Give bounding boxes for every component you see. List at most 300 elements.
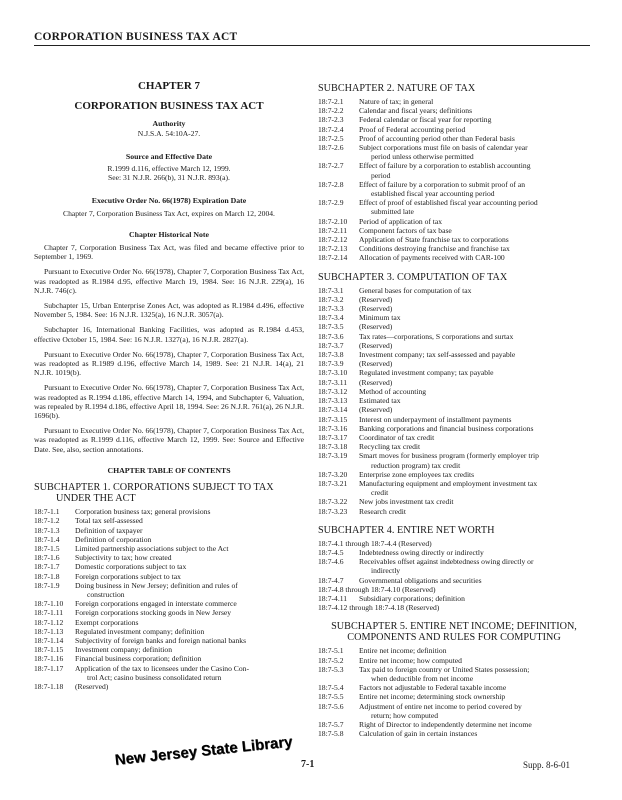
section-title [359,470,590,479]
section-title [359,313,590,322]
subchapter-5-list [318,646,590,738]
section-title-text: Effect of failure by a corporation to submit proof of an [359,179,526,189]
toc-row [318,656,590,665]
section-title-text: Interest on underpayment of installment payments [359,414,512,424]
section-number: 18:7-3.16 [318,423,348,433]
history-paragraph: Pursuant to Executive Order No. 66(1978), Chapter 7, Corporation Business Tax Act, was readopted as R.1984 d.95, effective March 19, 1984. See: 16 N.J.R. 229(a), 16 N.J.R. 746(c). [34,267,304,295]
section-title [359,576,590,585]
section-number: 18:7-1.18 [34,681,64,691]
section-number: 18:7-3.22 [318,497,348,507]
section-title [75,526,304,535]
toc-row [318,470,590,479]
toc-row [318,603,590,612]
section-title-text: Indebtedness owing directly or indirectly [359,547,484,557]
section-number: 18:7-1.3 [34,525,60,535]
subchapter-1-line-1: SUBCHAPTER 1. CORPORATIONS SUBJECT TO TAX [34,482,274,494]
section-title [359,665,590,683]
section-title [359,396,590,405]
section-title [359,143,590,161]
toc-row [34,654,304,663]
section-title-text: Conditions destroying franchise and franchise tax [359,244,510,254]
section-number: 18:7-2.4 [318,124,344,134]
section-title-continuation: submitted late [371,207,414,217]
toc-label: CHAPTER TABLE OF CONTENTS [107,465,231,475]
toc-row [318,683,590,692]
section-title-text: General bases for computation of tax [359,285,472,295]
section-title-text: Domestic corporations subject to tax [75,562,187,572]
section-title [359,198,590,216]
section-number: 18:7-2.2 [318,106,344,116]
section-number: 18:7-3.19 [318,451,348,461]
section-title [359,387,590,396]
section-title-text: Definition of taxpayer [75,525,143,535]
section-title-text: Coordinator of tax credit [359,432,435,442]
section-title [359,451,590,469]
section-title-continuation: trol Act; casino business consolidated return [87,672,222,682]
section-number: 18:7-1.17 [34,663,64,673]
subchapter-2-list [318,97,590,263]
toc-row [318,424,590,433]
toc-row [318,143,590,161]
section-title [359,683,590,692]
section-number: 18:7-1.1 [34,507,60,517]
toc-row [318,497,590,506]
subchapter-4-list [318,539,590,613]
toc-row [318,557,590,575]
section-number: 18:7-1.10 [34,599,64,609]
toc-row [318,106,590,115]
section-title [359,217,590,226]
section-number: 18:7-3.4 [318,313,344,323]
section-title [359,295,590,304]
section-title-text: Subjectivity to tax; how created [75,553,172,563]
section-number: 18:7-3.1 [318,285,344,295]
subchapter-4-heading: SUBCHAPTER 4. ENTIRE NET WORTH [318,524,495,536]
section-title-text: Investment company; tax self-assessed and payable [359,350,516,360]
section-title [75,627,304,636]
section-title [359,161,590,179]
toc-row [34,544,304,553]
section-title [359,97,590,106]
section-number: 18:7-5.8 [318,729,344,739]
section-title-text: Financial business corporation; definition [75,654,202,664]
section-title [359,378,590,387]
toc-row [318,217,590,226]
section-number: 18:7-3.14 [318,405,348,415]
section-title [359,692,590,701]
section-title-text: Method of accounting [359,386,427,396]
section-title-text: Total tax self-assessed [75,516,143,526]
section-title-text: Smart moves for business program (formerly employer trip [359,451,539,461]
section-title [359,134,590,143]
toc-row [318,115,590,124]
section-title-text: Limited partnership associations subject to the Act [75,543,229,553]
section-title-text: Investment company; definition [75,645,173,655]
chapter-heading: CHAPTER 7 [137,80,201,92]
section-number: 18:7-2.10 [318,216,348,226]
section-title-text: Regulated investment company; tax payable [359,368,494,378]
section-title [359,646,590,655]
section-title [359,226,590,235]
section-title-continuation: when deductible from net income [371,673,474,683]
section-number: 18:7-2.1 [318,97,344,106]
toc-row [318,548,590,557]
section-title-text: Period of application of tax [359,216,443,226]
toc-row [318,125,590,134]
toc-row [318,507,590,516]
section-title-text: Tax rates—corporations, S corporations and surtax [359,331,514,341]
toc-row [34,627,304,636]
section-title [75,535,304,544]
toc-row [318,253,590,262]
section-title [359,125,590,134]
section-title [359,106,590,115]
history-paragraph: Pursuant to Executive Order No. 66(1978), Chapter 7, Corporation Business Tax Act, was readopted as R.1989 d.196, effective March 14, 1989. See: 21 N.J.R. 14(a), 21 N.J.R. 1019(b). [34,349,304,378]
toc-row [318,359,590,368]
toc-row [318,405,590,414]
history-label: Chapter Historical Note [129,229,209,239]
section-number: 18:7-5.2 [318,655,344,665]
toc-row [318,350,590,359]
section-title [359,332,590,341]
toc-row [318,313,590,322]
section-number: 18:7-1.6 [34,553,60,563]
supplement-date: Supp. 8-6-01 [523,760,570,770]
section-number: 18:7-3.9 [318,359,344,369]
section-title-text: Nature of tax; in general [359,97,434,106]
section-number: 18:7-4.5 [318,547,344,557]
section-title [359,341,590,350]
section-number: 18:7-3.21 [318,478,348,488]
toc-row [34,562,304,571]
toc-row [318,97,590,106]
section-title-text: 18:7-4.1 through 18:7-4.4 (Reserved) [318,538,432,548]
section-number: 18:7-4.11 [318,593,348,603]
section-title-text: (Reserved) [359,405,393,415]
section-title [359,424,590,433]
section-title [75,654,304,663]
section-title [359,656,590,665]
toc-row [34,516,304,525]
section-title-text: Research credit [359,506,407,516]
section-title-text: Federal calendar or fiscal year for reporting [359,115,492,125]
toc-row [318,433,590,442]
section-title-text: Right of Director to independently determine net income [359,719,532,729]
section-title-text: (Reserved) [359,359,393,369]
toc-row [318,198,590,216]
section-title [359,594,590,603]
section-title-text: (Reserved) [359,294,393,304]
left-column [34,80,304,691]
section-number: 18:7-4.7 [318,575,344,585]
act-title: CORPORATION BUSINESS TAX ACT [74,100,264,113]
toc-row [34,636,304,645]
section-title-text: 18:7-4.12 through 18:7-4.18 (Reserved) [318,603,440,613]
section-title-text: Component factors of tax base [359,225,452,235]
toc-row [318,341,590,350]
section-title [359,507,590,516]
section-title-continuation: return; how computed [371,710,439,720]
section-number: 18:7-1.4 [34,534,60,544]
section-title-text: (Reserved) [359,304,393,314]
section-number: 18:7-1.15 [34,645,64,655]
section-title-continuation: reduction program) tax credit [371,460,461,470]
running-head: CORPORATION BUSINESS TAX ACT [34,31,590,46]
toc-row [318,161,590,179]
toc-row [318,479,590,497]
subchapter-1-list [34,507,304,691]
section-title [359,702,590,720]
section-title-text: Manufacturing equipment and employment investment tax [359,478,538,488]
toc-row [318,378,590,387]
section-title-text: Minimum tax [359,313,401,323]
source-label: Source and Effective Date [125,151,213,161]
section-title [359,350,590,359]
authority-label: Authority [152,119,186,129]
history-paragraph: Subchapter 15, Urban Enterprise Zones Act, was adopted as R.1984 d.496, effective November 5, 1984. See: 16 N.J.R. 1325(a), 16 N.J.R. 3057(a). [34,301,304,320]
toc-row [318,322,590,331]
toc-row [318,226,590,235]
section-title [75,516,304,525]
authority-text: N.J.S.A. 54:10A-27. [137,128,201,138]
source-line-1: R.1999 d.116, effective March 12, 1999. [107,164,231,174]
section-title [75,664,304,682]
section-title [359,322,590,331]
section-title-text: Subsidiary corporations; definition [359,593,465,603]
toc-row [318,415,590,424]
section-title-text: Regulated investment company; definition [75,626,205,636]
toc-row [34,599,304,608]
section-number: 18:7-3.7 [318,340,344,350]
section-number: 18:7-1.9 [34,580,60,590]
history-paragraph: Chapter 7, Corporation Business Tax Act, was filed and became effective prior to September 1, 1969. [34,243,304,262]
toc-row [34,535,304,544]
section-number: 18:7-4.6 [318,557,344,567]
section-title-text: (Reserved) [75,681,109,691]
section-number: 18:7-1.5 [34,543,60,553]
section-number: 18:7-1.16 [34,654,64,664]
section-title-text: Proof of accounting period other than Federal basis [359,133,515,143]
section-title [318,603,590,612]
section-title [359,729,590,738]
section-title-text: (Reserved) [359,377,393,387]
source-line-2: See: 31 N.J.R. 266(b), 31 N.J.R. 893(a). [108,173,230,183]
toc-row [318,387,590,396]
section-number: 18:7-2.11 [318,225,348,235]
toc-row [318,286,590,295]
toc-row [318,134,590,143]
section-number: 18:7-3.12 [318,386,348,396]
section-title [359,497,590,506]
toc-row [318,539,590,548]
section-title-text: Foreign corporations stocking goods in New Jersey [75,608,232,618]
toc-row [318,295,590,304]
section-title [359,557,590,575]
section-title-text: Proof of Federal accounting period [359,124,466,134]
section-title-text: Doing business in New Jersey; definition and rules of [75,580,238,590]
section-title [75,608,304,617]
toc-row [318,646,590,655]
section-number: 18:7-1.2 [34,516,60,526]
subchapter-2-heading: SUBCHAPTER 2. NATURE OF TAX [318,83,476,94]
subchapter-5-line-2: COMPONENTS AND RULES FOR COMPUTING [347,632,561,644]
toc-row [318,180,590,198]
section-title-text: Governmental obligations and securities [359,575,482,585]
toc-row [318,396,590,405]
toc-row [318,720,590,729]
toc-row [34,645,304,654]
section-title-text: Foreign corporations subject to tax [75,571,181,581]
section-title-text: Banking corporations and financial business corporations [359,423,534,433]
section-number: 18:7-2.5 [318,133,344,143]
toc-row [34,526,304,535]
subchapter-3-list [318,286,590,516]
section-number: 18:7-2.7 [318,161,344,171]
section-number: 18:7-1.13 [34,626,64,636]
section-title-continuation: period unless otherwise permitted [371,152,474,162]
eo-label: Executive Order No. 66(1978) Expiration Date [91,196,247,206]
section-title [359,253,590,262]
section-number: 18:7-2.14 [318,253,348,263]
section-number: 18:7-3.20 [318,469,348,479]
section-title-text: Calculation of gain in certain instances [359,729,478,739]
section-title [359,405,590,414]
section-title-text: Calendar and fiscal years; definitions [359,106,473,116]
section-title [75,572,304,581]
section-title-text: Effect of failure by a corporation to establish accounting [359,161,531,171]
section-number: 18:7-5.3 [318,664,344,674]
section-number: 18:7-2.8 [318,179,344,189]
section-title-text: Foreign corporations engaged in interstate commerce [75,599,237,609]
section-number: 18:7-5.6 [318,701,344,711]
section-number: 18:7-3.13 [318,396,348,406]
section-number: 18:7-3.11 [318,377,348,387]
section-title-text: Receivables offset against indebtedness owing directly or [359,557,534,567]
section-number: 18:7-2.9 [318,198,344,208]
toc-row [34,608,304,617]
toc-row [34,682,304,691]
section-title-text: 18:7-4.8 through 18:7-4.10 (Reserved) [318,584,436,594]
section-number: 18:7-5.7 [318,719,344,729]
section-title-text: Exempt corporations [75,617,139,627]
section-number: 18:7-2.12 [318,235,348,245]
section-number: 18:7-1.12 [34,617,64,627]
section-title-text: Application of State franchise tax to corporations [359,235,509,245]
subchapter-5-heading [318,621,590,643]
section-title-continuation: construction [87,589,125,599]
section-title-text: Factors not adjustable to Federal taxable income [359,683,507,693]
section-number: 18:7-2.6 [318,143,344,153]
eo-text: Chapter 7, Corporation Business Tax Act, expires on March 12, 2004. [63,208,275,218]
toc-row [34,581,304,599]
section-number: 18:7-3.10 [318,368,348,378]
section-title [359,442,590,451]
section-title-text: New jobs investment tax credit [359,497,454,507]
section-title-text: Entire net income; how computed [359,655,462,665]
section-title-text: Subjectivity of foreign banks and foreign national banks [75,635,247,645]
section-title-text: Entire net income; determining stock ownership [359,692,506,702]
toc-row [34,664,304,682]
section-title-text: Recycling tax credit [359,442,421,452]
section-title-text: Application of the tax to licensees under the Casino Con- [75,663,249,673]
section-number: 18:7-1.14 [34,635,64,645]
section-number: 18:7-5.1 [318,646,344,656]
toc-row [318,244,590,253]
section-number: 18:7-3.18 [318,442,348,452]
subchapter-3-heading: SUBCHAPTER 3. COMPUTATION OF TAX [318,271,508,283]
section-title-text: (Reserved) [359,340,393,350]
section-title-text: Allocation of payments received with CAR-100 [359,253,505,263]
subchapter-5-line-1: SUBCHAPTER 5. ENTIRE NET INCOME; DEFINITION, [331,621,577,633]
section-number: 18:7-1.8 [34,571,60,581]
section-title-continuation: indirectly [371,566,401,576]
section-title-text: Enterprise zone employees tax credits [359,469,475,479]
section-title-continuation: period [371,170,391,180]
right-column [318,83,590,738]
section-title [359,115,590,124]
section-number: 18:7-3.15 [318,414,348,424]
toc-row [318,442,590,451]
section-number: 18:7-3.17 [318,432,348,442]
toc-row [318,368,590,377]
section-number: 18:7-3.3 [318,304,344,314]
section-title-text: (Reserved) [359,322,393,332]
section-title [359,235,590,244]
toc-row [34,553,304,562]
section-number: 18:7-1.11 [34,608,64,618]
section-number: 18:7-3.8 [318,350,344,360]
section-title [359,368,590,377]
section-title [359,304,590,313]
section-title [318,539,590,548]
history-paragraph: Pursuant to Executive Order No. 66(1978), Chapter 7, Corporation Business Tax Act, was readopted as R.1999 d.116, effective March 12, 1999. See: Source and Effective Date. See, also, section annotations. [34,426,304,454]
section-number: 18:7-2.3 [318,115,344,125]
toc-row [34,618,304,627]
history-paragraph: Pursuant to Executive Order No. 66(1978), Chapter 7, Corporation Business Tax Act, was readopted as R.1994 d.186, effective March 14, 1994, and Subchapter 6, Valuation, was repealed by R.1994 d.186, effective April 18, 1994. See: 26 N.J.R. 761(a), 26 N.J.R. 1696(b). [34,383,304,421]
section-title [359,359,590,368]
section-title-text: Definition of corporation [75,534,152,544]
section-title [359,433,590,442]
toc-row [34,572,304,581]
section-number: 18:7-3.23 [318,506,348,516]
toc-row [318,665,590,683]
section-number: 18:7-3.5 [318,322,344,332]
section-title-text: Adjustment of entire net income to period covered by [359,701,522,711]
section-number: 18:7-3.6 [318,331,344,341]
section-title-text: Effect of proof of established fiscal year accounting period [359,198,538,208]
section-title [359,286,590,295]
section-title [75,636,304,645]
section-title-text: Tax paid to foreign country or United States possession; [359,664,530,674]
page-folio: 7-1 [301,759,315,770]
section-title [75,544,304,553]
library-stamp: New Jersey State Library [114,733,294,769]
toc-row [318,692,590,701]
section-title [75,507,304,516]
section-number: 18:7-1.7 [34,562,60,572]
section-number: 18:7-2.13 [318,244,348,254]
toc-row [318,576,590,585]
toc-row [318,304,590,313]
section-title-text: Subject corporations must file on basis of calendar year [359,143,528,153]
history-paragraph: Subchapter 16, International Banking Facilities, was adopted as R.1984 d.453, effective October 15, 1984. See: 16 N.J.R. 1327(a), 16 N.J.R. 2827(a). [34,325,304,344]
section-title-text: Corporation business tax; general provisions [75,507,211,517]
subchapter-1-heading [34,482,304,504]
section-title-continuation: credit [371,488,389,498]
toc-row [318,332,590,341]
section-title-text: Estimated tax [359,396,401,406]
toc-row [318,729,590,738]
